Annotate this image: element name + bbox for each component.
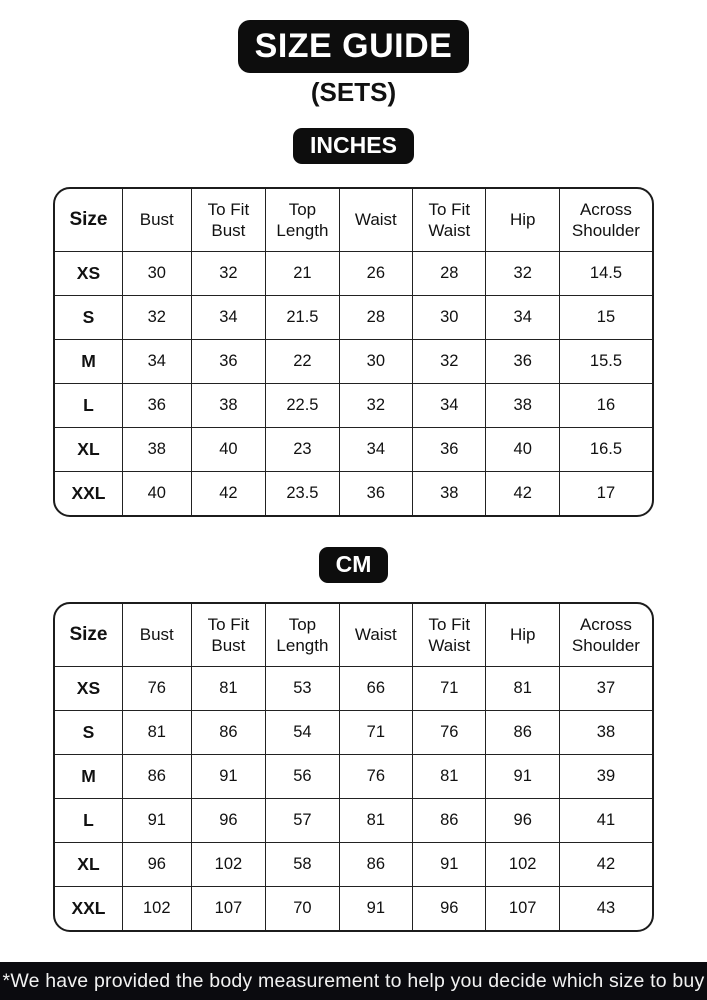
measurement-cell: 40 <box>122 471 191 515</box>
measurement-cell: 22 <box>266 339 339 383</box>
inches-table <box>55 189 652 515</box>
size-label-cell: M <box>55 339 122 383</box>
measurement-cell: 91 <box>413 842 486 886</box>
measurement-cell: 39 <box>559 754 652 798</box>
measurement-cell: 76 <box>122 666 191 710</box>
measurement-cell: 42 <box>486 471 559 515</box>
size-label-cell: XXL <box>55 886 122 930</box>
measurement-cell: 81 <box>339 798 412 842</box>
measurement-cell: 14.5 <box>559 251 652 295</box>
table-row <box>55 295 652 339</box>
measurement-cell: 38 <box>413 471 486 515</box>
measurement-cell: 34 <box>191 295 266 339</box>
column-header: Bust <box>122 189 191 251</box>
page-title: SIZE GUIDE <box>238 20 470 73</box>
measurement-cell: 23 <box>266 427 339 471</box>
measurement-cell: 36 <box>191 339 266 383</box>
measurement-cell: 66 <box>339 666 412 710</box>
measurement-cell: 86 <box>413 798 486 842</box>
measurement-cell: 32 <box>122 295 191 339</box>
measurement-cell: 21 <box>266 251 339 295</box>
column-header: To Fit Bust <box>191 189 266 251</box>
column-header: To Fit Waist <box>413 604 486 666</box>
measurement-cell: 26 <box>339 251 412 295</box>
measurement-cell: 71 <box>339 710 412 754</box>
measurement-cell: 76 <box>339 754 412 798</box>
measurement-cell: 96 <box>191 798 266 842</box>
column-header: Bust <box>122 604 191 666</box>
column-header: Hip <box>486 604 559 666</box>
size-label-cell: S <box>55 295 122 339</box>
measurement-cell: 76 <box>413 710 486 754</box>
cm-table <box>55 604 652 930</box>
size-label-cell: M <box>55 754 122 798</box>
size-label-cell: L <box>55 383 122 427</box>
measurement-cell: 86 <box>339 842 412 886</box>
table-row <box>55 842 652 886</box>
measurement-cell: 40 <box>486 427 559 471</box>
measurement-cell: 38 <box>486 383 559 427</box>
measurement-cell: 58 <box>266 842 339 886</box>
measurement-cell: 40 <box>191 427 266 471</box>
footer-note: *We have provided the body measurement to help you decide which size to buy <box>0 962 707 1000</box>
measurement-cell: 36 <box>413 427 486 471</box>
measurement-cell: 32 <box>413 339 486 383</box>
measurement-cell: 102 <box>122 886 191 930</box>
page-subtitle: (SETS) <box>310 77 397 107</box>
cm-section-label: CM <box>319 547 389 583</box>
table-row <box>55 754 652 798</box>
measurement-cell: 22.5 <box>266 383 339 427</box>
column-header: To Fit Bust <box>191 604 266 666</box>
table-row <box>55 798 652 842</box>
size-label-cell: XL <box>55 842 122 886</box>
header-row <box>55 604 652 666</box>
measurement-cell: 107 <box>191 886 266 930</box>
measurement-cell: 42 <box>191 471 266 515</box>
column-header: Waist <box>339 604 412 666</box>
measurement-cell: 86 <box>191 710 266 754</box>
measurement-cell: 28 <box>413 251 486 295</box>
column-header: Size <box>55 604 122 666</box>
measurement-cell: 86 <box>122 754 191 798</box>
measurement-cell: 81 <box>413 754 486 798</box>
measurement-cell: 16 <box>559 383 652 427</box>
measurement-cell: 15 <box>559 295 652 339</box>
measurement-cell: 43 <box>559 886 652 930</box>
measurement-cell: 28 <box>339 295 412 339</box>
measurement-cell: 38 <box>122 427 191 471</box>
measurement-cell: 38 <box>191 383 266 427</box>
column-header: Top Length <box>266 604 339 666</box>
size-label-cell: XS <box>55 251 122 295</box>
measurement-cell: 42 <box>559 842 652 886</box>
measurement-cell: 34 <box>486 295 559 339</box>
measurement-cell: 91 <box>122 798 191 842</box>
measurement-cell: 81 <box>486 666 559 710</box>
table-row <box>55 339 652 383</box>
measurement-cell: 36 <box>486 339 559 383</box>
measurement-cell: 34 <box>122 339 191 383</box>
table-row <box>55 710 652 754</box>
measurement-cell: 16.5 <box>559 427 652 471</box>
measurement-cell: 91 <box>486 754 559 798</box>
measurement-cell: 41 <box>559 798 652 842</box>
measurement-cell: 17 <box>559 471 652 515</box>
table-row <box>55 666 652 710</box>
measurement-cell: 34 <box>413 383 486 427</box>
measurement-cell: 38 <box>559 710 652 754</box>
measurement-cell: 37 <box>559 666 652 710</box>
column-header: Across Shoulder <box>559 604 652 666</box>
measurement-cell: 32 <box>339 383 412 427</box>
measurement-cell: 70 <box>266 886 339 930</box>
table-row <box>55 427 652 471</box>
column-header: Waist <box>339 189 412 251</box>
measurement-cell: 23.5 <box>266 471 339 515</box>
measurement-cell: 21.5 <box>266 295 339 339</box>
table-row <box>55 886 652 930</box>
measurement-cell: 57 <box>266 798 339 842</box>
measurement-cell: 102 <box>191 842 266 886</box>
size-label-cell: XL <box>55 427 122 471</box>
cm-size-table <box>53 602 654 932</box>
column-header: Hip <box>486 189 559 251</box>
measurement-cell: 15.5 <box>559 339 652 383</box>
inches-size-table <box>53 187 654 517</box>
measurement-cell: 107 <box>486 886 559 930</box>
table-row <box>55 251 652 295</box>
column-header: To Fit Waist <box>413 189 486 251</box>
measurement-cell: 36 <box>122 383 191 427</box>
column-header: Across Shoulder <box>559 189 652 251</box>
size-label-cell: S <box>55 710 122 754</box>
size-label-cell: XXL <box>55 471 122 515</box>
measurement-cell: 91 <box>191 754 266 798</box>
measurement-cell: 53 <box>266 666 339 710</box>
measurement-cell: 30 <box>413 295 486 339</box>
measurement-cell: 56 <box>266 754 339 798</box>
measurement-cell: 36 <box>339 471 412 515</box>
measurement-cell: 30 <box>122 251 191 295</box>
measurement-cell: 34 <box>339 427 412 471</box>
measurement-cell: 54 <box>266 710 339 754</box>
measurement-cell: 81 <box>191 666 266 710</box>
table-row <box>55 383 652 427</box>
measurement-cell: 32 <box>486 251 559 295</box>
size-label-cell: L <box>55 798 122 842</box>
measurement-cell: 30 <box>339 339 412 383</box>
column-header: Top Length <box>266 189 339 251</box>
measurement-cell: 71 <box>413 666 486 710</box>
measurement-cell: 91 <box>339 886 412 930</box>
column-header: Size <box>55 189 122 251</box>
header-row <box>55 189 652 251</box>
measurement-cell: 96 <box>413 886 486 930</box>
measurement-cell: 96 <box>486 798 559 842</box>
table-row <box>55 471 652 515</box>
measurement-cell: 81 <box>122 710 191 754</box>
inches-section-label: INCHES <box>293 128 414 164</box>
measurement-cell: 86 <box>486 710 559 754</box>
size-label-cell: XS <box>55 666 122 710</box>
measurement-cell: 96 <box>122 842 191 886</box>
measurement-cell: 32 <box>191 251 266 295</box>
measurement-cell: 102 <box>486 842 559 886</box>
